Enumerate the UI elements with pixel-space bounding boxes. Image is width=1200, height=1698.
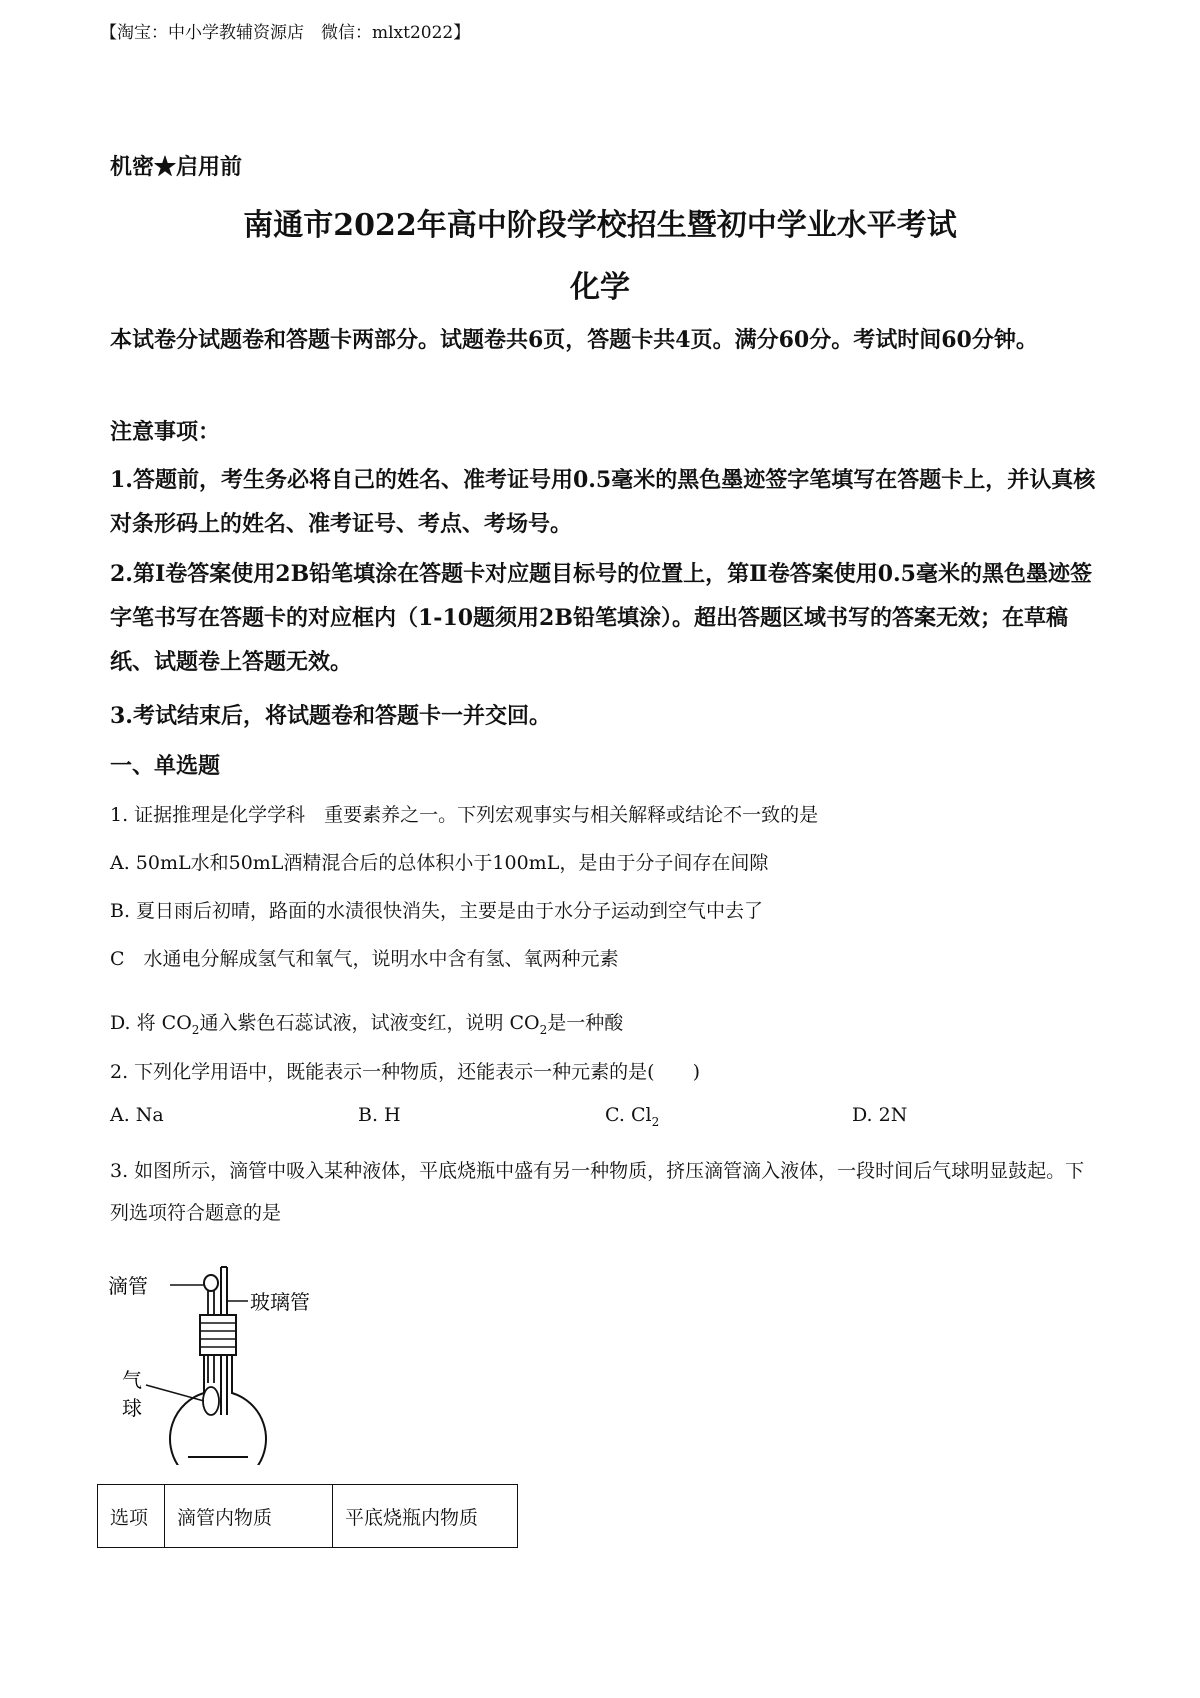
dropper-bulb (204, 1275, 218, 1291)
question-1-option-d: D. 将 $CO_2$通入紫色石蕊试液，试液变红，说明 $CO_2$是一种酸 (110, 1012, 624, 1037)
question-3-stem: 3. 如图所示，滴管中吸入某种液体，平底烧瓶中盛有另一种物质，挤压滴管滴入液体，一段时间后气球明显鼓起。下列选项符合题意的是 (110, 1160, 1085, 1224)
table-header-dropper: 滴管内物质 (165, 1485, 333, 1548)
question-2-option-a: A. Na (110, 1104, 164, 1126)
label-balloon-1: 气 (122, 1368, 142, 1392)
options-table (97, 1484, 518, 1548)
notice-item-1: 1.答题前，考生务必将自己的姓名、准考证号用0.5毫米的黑色墨迹签字笔填写在答题卡上，并认真核对条形码上的姓名、准考证号、考点、考场号。 (110, 467, 1096, 537)
question-2-stem: 2. 下列化学用语中，既能表示一种物质，还能表示一种元素的是( ) (110, 1061, 700, 1083)
header-note: 【淘宝：中小学教辅资源店 微信：mlxt2022】 (100, 23, 471, 43)
question-2-option-b: B. H (358, 1104, 401, 1126)
question-2-option-d: D. 2N (852, 1104, 908, 1126)
apparatus-figure (108, 1265, 368, 1465)
exam-intro: 本试卷分试题卷和答题卡两部分。试题卷共6页，答题卡共4页。满分60分。考试时间60分钟。 (110, 327, 1038, 353)
rubber-stopper (200, 1315, 236, 1355)
question-1-option-a: A. 50mL水和50mL酒精混合后的总体积小于100mL，是由于分子间存在间隙 (110, 852, 769, 874)
table-header-option: 选项 (98, 1485, 165, 1548)
question-1-stem: 1. 证据推理是化学学科 重要素养之一。下列宏观事实与相关解释或结论不一致的是 (110, 804, 819, 826)
notice-item-2: 2.第Ⅰ卷答案使用2B铅笔填涂在答题卡对应题目标号的位置上，第Ⅱ卷答案使用0.5毫米的黑色墨迹签字笔书写在答题卡的对应框内（1-10题须用2B铅笔填涂）。超出答题区域书写的答案无效；在草稿纸、试题卷上答题无效。 (110, 561, 1092, 675)
table-header-row (98, 1485, 518, 1548)
question-2-option-c: C. $Cl_2$ (605, 1104, 660, 1129)
balloon (203, 1387, 219, 1415)
question-1-option-c: C 水通电分解成氢气和氧气，说明水中含有氢、氧两种元素 (110, 948, 619, 970)
table-header-flask: 平底烧瓶内物质 (333, 1485, 518, 1548)
label-dropper: 滴管 (108, 1274, 148, 1298)
exam-subject: 化学 (570, 270, 630, 305)
section-heading: 一、单选题 (110, 753, 221, 779)
notice-item-3: 3.考试结束后，将试题卷和答题卡一并交回。 (110, 703, 551, 729)
label-glass-tube: 玻璃管 (250, 1290, 310, 1314)
notice-heading: 注意事项： (110, 419, 221, 445)
exam-title: 南通市2022年高中阶段学校招生暨初中学业水平考试 (243, 208, 957, 243)
label-balloon-2: 球 (122, 1396, 142, 1420)
secret-mark: 机密★启用前 (110, 154, 243, 180)
question-1-option-b: B. 夏日雨后初晴，路面的水渍很快消失，主要是由于水分子运动到空气中去了 (110, 900, 764, 922)
